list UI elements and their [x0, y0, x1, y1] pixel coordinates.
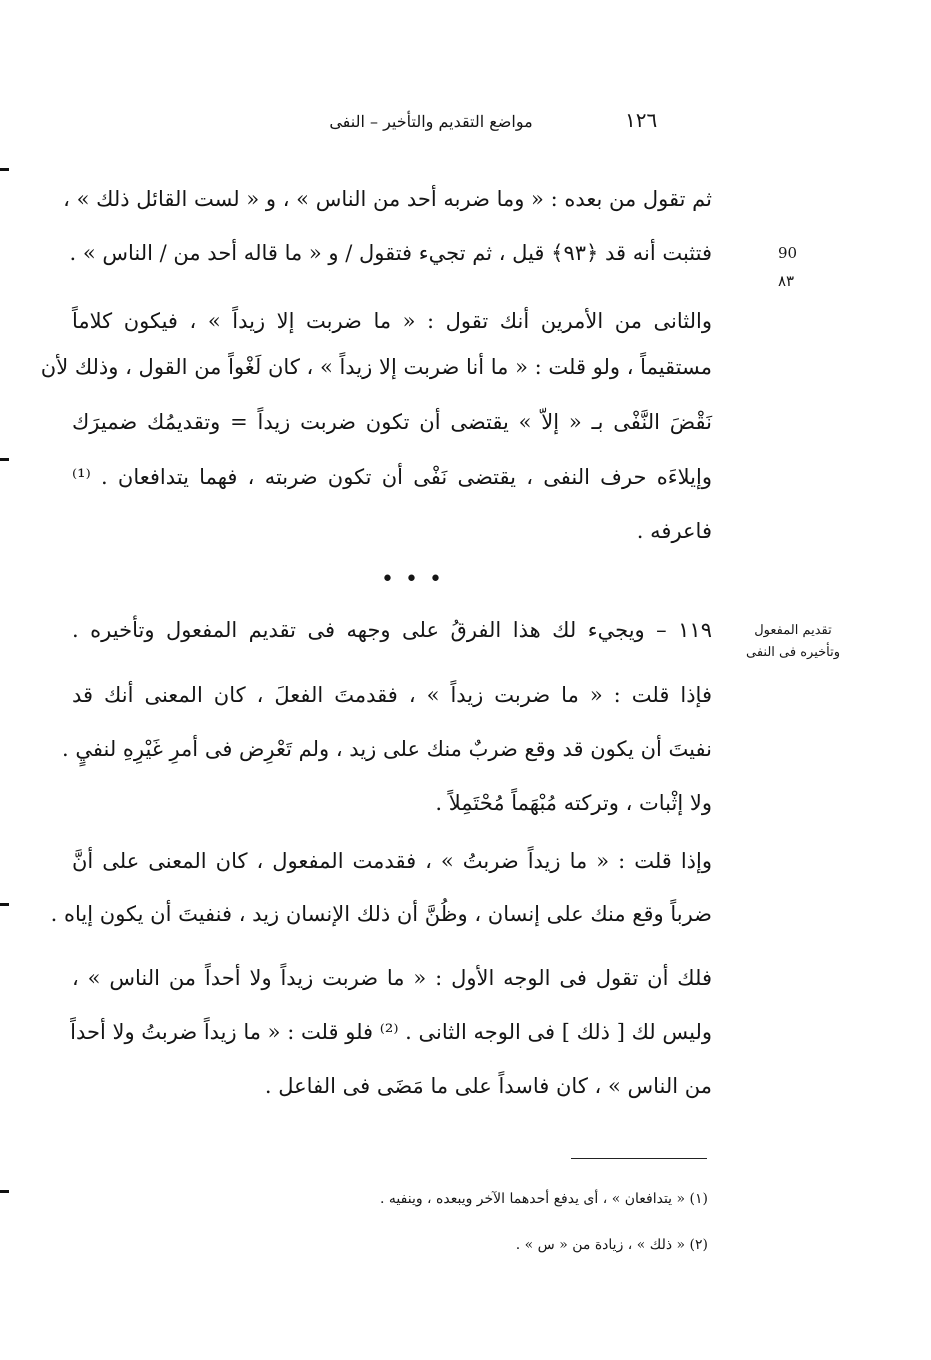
text-line: من الناس » ، كان فاسداً على ما مَضَى فى الفاعل .: [264, 1074, 712, 1098]
text-line: وليس لك [ ذلك ] فى الوجه الثانى . ⁽²⁾ فلو قلت : « ما زيداً ضربتُ ولا أحداً: [70, 1020, 712, 1044]
text-line: نَقْضَ النَّفْى بـ « إلاّ » يقتضى أن تكون ضربت زيداً = وتقديمُك ضميرَك: [72, 410, 712, 434]
text-line: فلك أن تقول فى الوجه الأول : « ما ضربت زيداً ولا أحداً من الناس » ،: [72, 966, 712, 990]
edge-mark: [0, 458, 9, 461]
text-line: وإيلاءَه حرف النفى ، يقتضى نَفْى أن تكون ضربته ، فهما يتدافعان . ⁽¹⁾: [72, 465, 712, 489]
side-note: تقديم المفعول وتأخيره فى النفى: [745, 623, 841, 660]
footnote: (١) « يتدافعان » ، أى يدفع أحدهما الآخر ويبعده ، وينفيه .: [380, 1191, 708, 1207]
running-title: مواضع التقديم والتأخير – النفى: [329, 112, 533, 131]
edge-mark: [0, 1190, 9, 1193]
text-line: فاعرفه .: [636, 519, 712, 543]
text-line: ثم تقول من بعده : « وما ضربه أحد من الناس » ، و « لست القائل ذلك » ،: [63, 187, 712, 211]
section-heading-line: ١١٩ – ويجيء لك هذا الفرقُ على وجهه فى تقديم المفعول وتأخيره .: [72, 618, 712, 642]
section-separator: • • •: [381, 567, 444, 592]
edge-mark: [0, 168, 9, 171]
margin-reference: 90: [778, 244, 798, 262]
text-line: نفيتَ أن يكون قد وقع ضربٌ منك على زيد ، ولم تَعْرِض فى أمرِ غَيْرِهِ لنفيٍ .: [62, 737, 712, 761]
page-number: ١٢٦: [625, 108, 658, 132]
edge-mark: [0, 903, 9, 906]
footnote-rule: [571, 1158, 707, 1159]
text-line: فتثبت أنه قد ﴿٩٣﴾ قيل ، ثم تجيء فتقول / و « ما قاله أحد من / الناس » .: [69, 241, 712, 265]
footnote: (٢) « ذلك » ، زيادة من « س » .: [515, 1237, 708, 1253]
margin-reference: ٨٣: [778, 272, 795, 290]
text-line: ولا إثْبات ، وتركته مُبْهَماً مُحْتَمِلاً .: [435, 791, 712, 815]
text-line: مستقيماً ، ولو قلت : « ما أنا ضربت إلا زيداً » ، كان لَغْواً من القول ، وذلك لأن: [40, 355, 712, 379]
text-line: ضرباً وقع منك على إنسان ، وظُنَّ أن ذلك الإنسان زيد ، فنفيتَ أن يكون إياه .: [50, 902, 712, 926]
text-line: والثانى من الأمرين أنك تقول : « ما ضربت إلا زيداً » ، فيكون كلاماً: [72, 309, 712, 333]
text-line: فإذا قلت : « ما ضربت زيداً » ، فقدمتَ الفعلَ ، كان المعنى أنك قد: [72, 683, 712, 707]
text-line: وإذا قلت : « ما زيداً ضربتُ » ، فقدمت المفعول ، كان المعنى على أنَّ: [72, 849, 712, 873]
